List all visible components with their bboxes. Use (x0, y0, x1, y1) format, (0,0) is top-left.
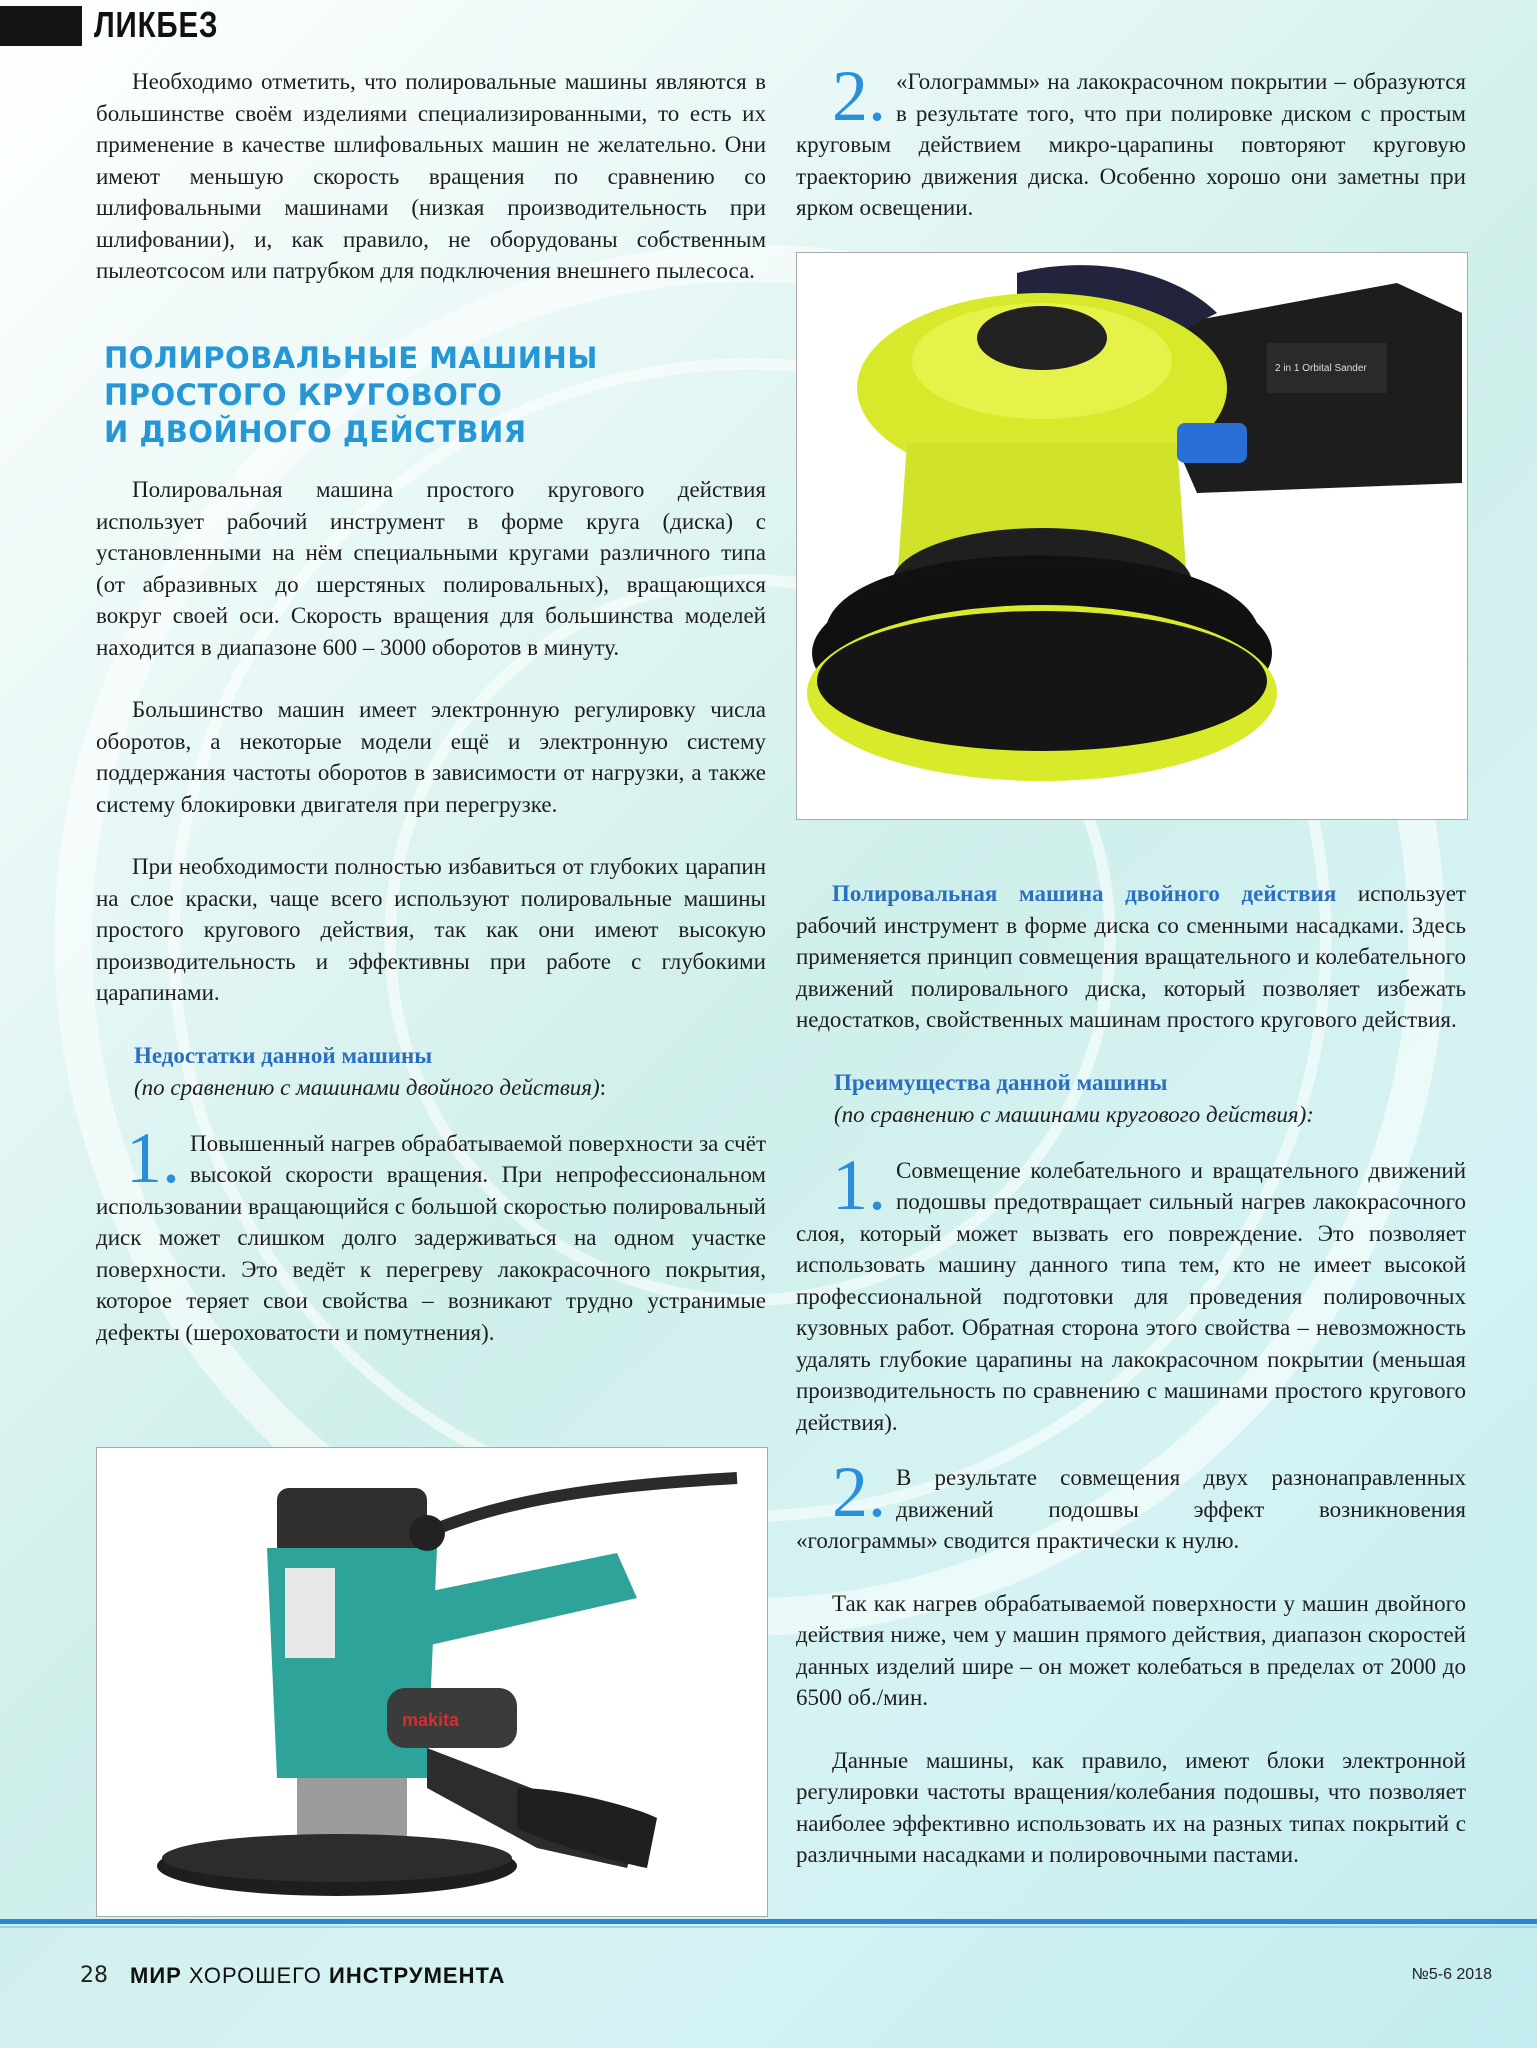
right-column-body (796, 878, 1466, 1871)
disadvantage-item-2 (796, 56, 1466, 224)
image-orbital-polisher (796, 252, 1468, 820)
paragraph-simple-action: Полировальная машина простого кругового действия использует рабочий инструмент в форме круга (диска) с установленными на нём специальными кругами различного типа (от абразивных до шерстяных полировальных), вращающихся вокруг своей оси. Скорость вращения для большинства моделей находится в диапазоне 600 – 3000 оборотов в минуту. (96, 477, 766, 660)
adv-number-2: 2. (832, 1452, 886, 1532)
subheading-italic: (по сравнению с машинами двойного действия) (134, 1074, 600, 1100)
dual-action-term: Полировальная машина двойного действия (832, 881, 1337, 906)
advantage-item-2 (796, 1452, 1466, 1557)
paragraph-electronics: Большинство машин имеет электронную регулировку числа оборотов, а некоторые модели ещё и электронную систему поддержания частоты оборотов в зависимости от нагрузки, а также систему блокировки двигателя при перегрузке. (96, 697, 766, 817)
item-text-1: Повышенный нагрев обрабатываемой поверхности за счёт высокой скорости вращения. При непрофессиональном использовании вращающийся с большой скоростью полировальный диск может слишком долго задерживаться на одном участке поверхности. Это ведёт к перегреву лакокрасочного покрытия, которое теряет свои свойства – возникают трудно устранимые дефекты (шероховатости и помутнения). (96, 1130, 766, 1345)
disadvantage-item-1 (96, 1117, 766, 1349)
tool-label: 2 in 1 Orbital Sander (1275, 363, 1367, 374)
paragraph-speed-range: Так как нагрев обрабатываемой поверхности у машин двойного действия ниже, чем у машин прямого действия, диапазон скоростей данных изделий шире – он может колебаться в пределах от 2000 до 6500 об./мин. (796, 1590, 1466, 1710)
left-column-intro (96, 66, 766, 287)
item-number-2: 2. (832, 56, 886, 136)
footer-rule-thin (0, 1926, 1537, 1928)
intro-paragraph: Необходимо отметить, что полировальные машины являются в большинстве своём изделиями специализированными, то есть их применение в качестве шлифовальных машин не желательно. Они имеют меньшую скорость вращения по сравнению со шлифовальными машинами (низкая производительность при шлифовании), и, как правило, не оборудованы собственным пылеотсосом или патрубком для подключения внешнего пылесоса. (96, 69, 766, 283)
brand-label: makita (402, 1710, 460, 1730)
adv-text-2: В результате совмещения двух разнонаправленных движений подошвы эффект возникновения «голограммы» сводится практически к нулю. (796, 1465, 1466, 1553)
item-number-1: 1. (126, 1117, 180, 1198)
header-bar (0, 6, 82, 46)
left-column-body (96, 474, 766, 1348)
page-number: 28 (80, 1963, 108, 1988)
paragraph-deep-scratches: При необходимости полностью избавиться от глубоких царапин на слое краски, чаще всего используют полировальные машины простого кругового действия, так как они имеют высокую производительность и эффективны при работе с глубокими царапинами. (96, 854, 766, 1005)
subheading-advantages (796, 1067, 1466, 1131)
item-text-2: «Голограммы» на лакокрасочном покрытии – образуются в результате того, что при полировке диском с простым круговым действием микро-царапины повторяют круговую траекторию движения диска. Особенно хорошо они заметны при ярком освещении. (796, 69, 1466, 220)
subheading-disadvantages (96, 1040, 766, 1104)
magazine-name-part-1: МИР (130, 1963, 182, 1988)
issue-number: №5-6 2018 (1411, 1966, 1492, 1983)
heading-line-2: ПРОСТОГО КРУГОВОГО (104, 378, 503, 412)
section-title: ЛИКБЕЗ (94, 4, 219, 45)
image-rotary-polisher (96, 1447, 768, 1917)
paragraph-electronic-blocks: Данные машины, как правило, имеют блоки электронной регулировки частоты вращения/колебания подошвы, что позволяет наиболее эффективно использовать их на разных типах покрытий с различными насадками и полировочными пастами. (796, 1747, 1466, 1867)
paragraph-dual-action (796, 878, 1466, 1036)
advantage-item-1 (796, 1144, 1466, 1439)
magazine-name-part-3: ИНСТРУМЕНТА (329, 1963, 506, 1988)
right-column-top (796, 56, 1466, 224)
subheading-bold: Недостатки данной машины (134, 1042, 433, 1068)
heading-line-3: И ДВОЙНОГО ДЕЙСТВИЯ (104, 415, 527, 449)
adv-text-1: Совмещение колебательного и вращательного движений подошвы предотвращает сильный нагрев лакокрасочного слоя, который может вызвать его повреждение. Это позволяет использовать машину данного типа тем, кто не имеет высокой профессиональной подготовки для проведения полировочных кузовных работ. Обратная сторона этого свойства – невозможность удалять глубокие царапины на лакокрасочном покрытии (меньшая производительность по сравнению с машинами простого кругового действия). (796, 1157, 1466, 1435)
magazine-name-part-2: ХОРОШЕГО (181, 1963, 330, 1988)
adv-number-1: 1. (832, 1144, 886, 1225)
subheading-colon: : (599, 1074, 607, 1100)
dual-action-text: использует рабочий инструмент в форме диска со сменными насадками. Здесь применяется принцип совмещения вращательного и колебательного движений полировального диска, который позволяет избежать недостатков, свойственных машинам простого кругового действия. (796, 881, 1466, 1032)
magazine-name (130, 1963, 505, 1989)
section-heading (104, 340, 598, 451)
subheading-bold: Преимущества данной машины (834, 1069, 1168, 1095)
subheading-italic: (по сравнению с машинами кругового действия): (834, 1101, 1314, 1127)
heading-line-1: ПОЛИРОВАЛЬНЫЕ МАШИНЫ (104, 341, 598, 375)
footer-rule (0, 1919, 1537, 1924)
